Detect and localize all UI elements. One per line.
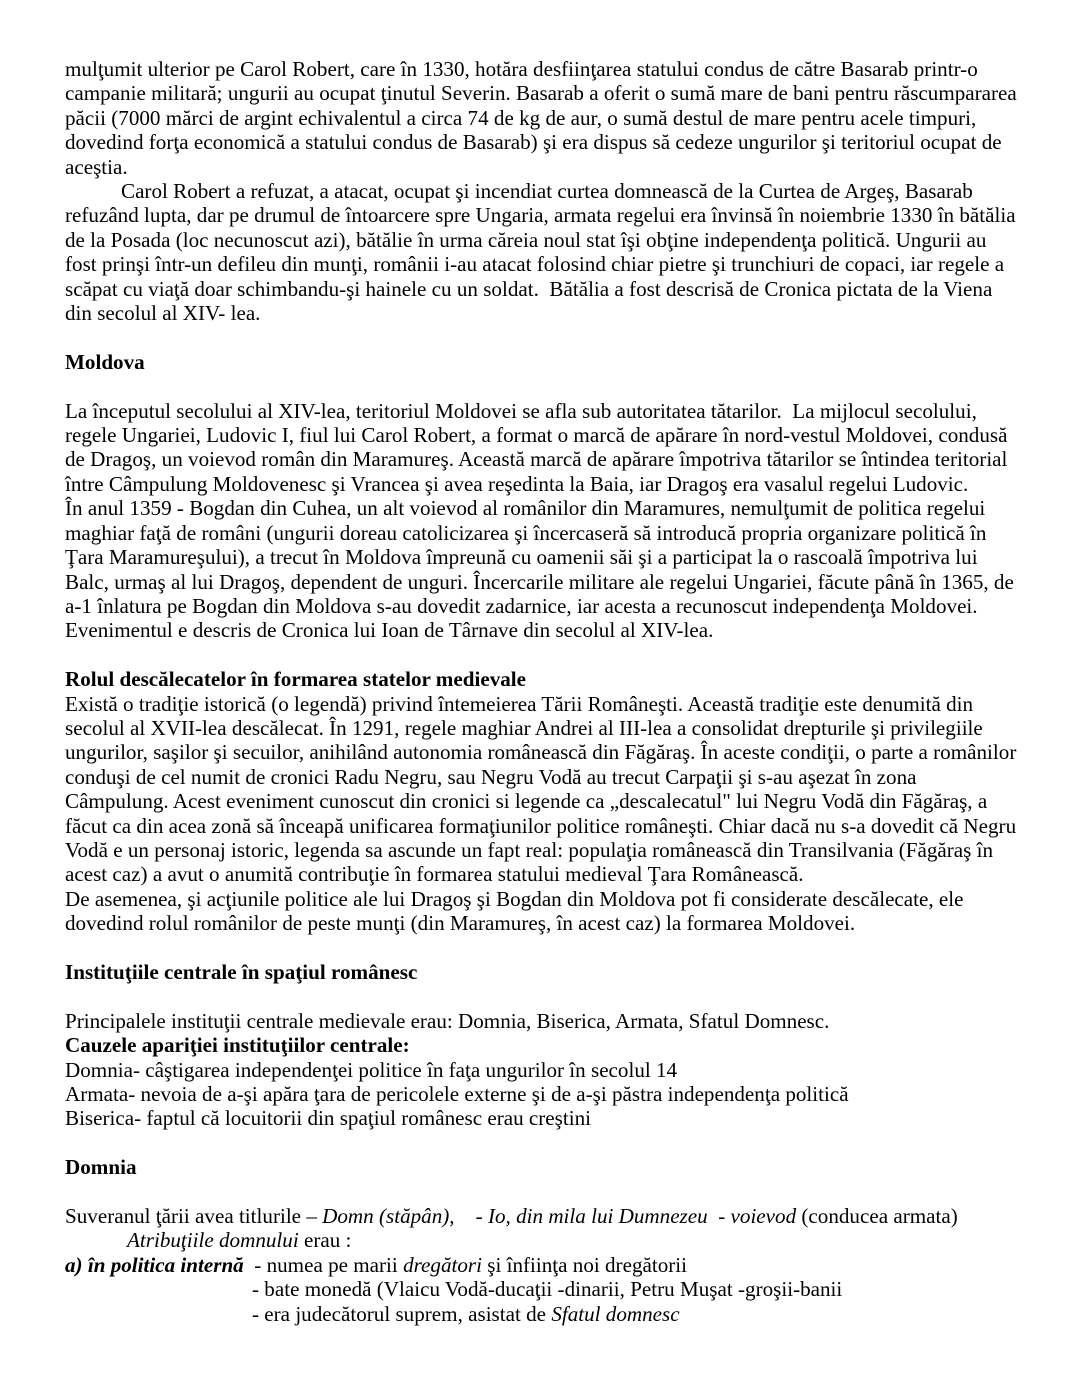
text-run: Carol Robert a refuzat, a atacat, ocupat şi incendiat curtea domnească de la Curtea de Argeş, Basarab refuzând lupta, dar pe drumul de întoarcere spre Ungaria, armata regelui era învinsă în noiembrie 1330 în bătălia de la Posada (loc necunoscut azi), bătălie în urma căreia noul stat îşi obţine independenţa politică. Ungurii au fost prinşi într-un defileu din munţi, românii i-au atacat folosind chiar pietre şi trunchiuri de copaci, iar regele a scăpat cu viaţă doar schimbandu-şi hainele cu un soldat. Bătălia a fost descrisă de Cronica pictata de la Viena din secolul al XIV- lea. [65,179,1021,326]
text-run: De asemenea, şi acţiunile politice ale lui Dragoş şi Bogdan din Moldova pot fi considerate descălecate, ele dovedind rolul românilor de peste munţi (din Maramureş, în acest caz) la formarea Moldovei. [65,886,969,936]
heading-institutiile-centrale [65,960,1020,984]
text-run: La începutul secolului al XIV-lea, teritoriul Moldovei se afla sub autoritatea tătarilor. La mijlocul secolului, regele Ungariei, Ludovic I, fiul lui Carol Robert, a format o marcă de apărare în nord-vestul Moldovei, condusă de Dragoş, un voievod român din Maramureş. Această marcă de apărare împotriva tătarilor se întindea teritorial între Câmpulung Moldovenesc şi Vrancea şi avea reşedinta la Baia, iar Dragoş era vasalul regelui Ludovic. [65,398,1013,496]
text-run: Sfatul domnesc [551,1301,680,1326]
list-item-domnia [65,1058,1020,1082]
text-run: Armata- nevoia de a-şi apăra ţara de pericolele externe şi de a-şi păstra independenţa politică [65,1081,849,1106]
text-run: Atribuţiile domnului [127,1228,299,1253]
list-item-biserica [65,1106,1020,1130]
text-run: erau : [298,1228,352,1253]
text-run: , - [449,1203,488,1228]
text-run: mulţumit ulterior pe Carol Robert, care în 1330, hotăra desfiinţarea statului condus de către Basarab printr-o campanie militară; ungurii au ocupat ţinutul Severin. Basarab a oferit o sumă mare de bani pentru răscumpararea păcii (7000 mărci de argint echivalentul a circa 74 de kg de aur, o sumă destul de mare pentru acele timpuri, dovedind forţa economică a statului condus de Basarab) şi era dispus să cedeze ungurilor şi teritoriul ocupat de aceştia. [65,57,1023,179]
text-run: Domnia [65,1155,137,1180]
paragraph-bogdan-1359 [65,496,1020,642]
text-run: Principalele instituţii centrale medievale erau: Domnia, Biserica, Armata, Sfatul Domnesc. [65,1008,830,1033]
text-run: Suveranul ţării avea titlurile – [65,1203,323,1228]
list-item-bate-moneda [65,1277,1020,1301]
heading-domnia [65,1155,1020,1179]
text-run: - bate monedă (Vlaicu Vodă-ducaţii -dinarii, Petru Muşat -groşii-banii [252,1277,843,1302]
blank-line [65,325,1020,349]
paragraph-de-asemenea [65,887,1020,936]
text-run: a) în politica internă [65,1252,244,1277]
blank-line [65,643,1020,667]
paragraph-principalele-institutii [65,1009,1020,1033]
blank-line [65,984,1020,1008]
text-run: (conducea armata) [796,1203,958,1228]
blank-line [65,1180,1020,1204]
subheading-cauzele-aparitiei [65,1033,1020,1057]
list-item-judecator-suprem [65,1302,1020,1326]
text-run: Există o tradiţie istorică (o legendă) privind întemeierea Tării Româneşti. Această tradiţie este denumită din secolul al XVII-lea descălecat. În 1291, regele maghiar Andrei al III-lea a consolidat drepturile şi privilegiile ungurilor, saşilor şi secuilor, anihilând autonomia românească din Făgăraş. În aceste condiţii, o parte a românilor conduşi de cel numit de cronici Radu Negru, sau Negru Vodă au trecut Carpaţii şi s-au aşezat în zona Câmpulung. Acest eveniment cunoscut din cronici si legende ca „descalecatul" lui Negru Vodă din Făgăraş, a făcut ca din acea zonă să înceapă unificarea formaţiunilor politice româneşti. Chiar dacă nu s-a dovedit că Negru Vodă e un personaj istoric, legenda sa ascunde un fapt real: populaţia românească din Transilvania (Făgăraş în acest caz) a avut o anumită contribuţie în formarea statului medieval Ţara Românească. [65,691,1022,887]
text-run: Moldova [65,349,145,374]
list-item-politica-interna [65,1253,1020,1277]
heading-moldova [65,350,1020,374]
text-run: Rolul descălecatelor în formarea statelor medievale [65,667,527,692]
text-run: voievod [730,1203,797,1228]
blank-line [65,936,1020,960]
text-run: - era judecătorul suprem, asistat de [252,1301,552,1326]
text-run: Biserica- faptul că locuitorii din spaţiul românesc erau creştini [65,1106,591,1131]
text-run: Domn (stăpân) [322,1203,450,1228]
text-run: - [707,1203,731,1228]
heading-rolul-descalecatelor [65,667,1020,691]
paragraph-moldova-dragos [65,399,1020,497]
text-run: Cauzele apariţiei instituţiilor centrale: [65,1033,410,1058]
text-run: Instituţiile centrale în spaţiul românesc [65,959,418,984]
text-run: Domnia- câştigarea independenţei politice în faţa ungurilor în secolul 14 [65,1057,678,1082]
text-run: În anul 1359 - Bogdan din Cuhea, un alt voievod al românilor din Maramures, nemulţumit de politica regelui maghiar faţă de români (ungurii doreau catolicizarea şi încercaseră să introducă propria organizare politică în Ţara Maramureşului), a trecut în Moldova împreună cu oamenii săi şi a participat la o rascoală împotriva lui Balc, urmaş al lui Dragoş, dependent de unguri. Încercarile militare ale regelui Ungariei, făcute până în 1365, de a-1 înlatura pe Bogdan din Moldova s-au dovedit zadarnice, iar acesta a recunoscut independenţa Moldovei. Evenimentul e descris de Cronica lui Ioan de Târnave din secolul al XIV-lea. [65,496,1020,643]
text-run: - numea pe marii [243,1252,404,1277]
text-run: Io, din mila lui Dumnezeu [487,1203,708,1228]
blank-line [65,1131,1020,1155]
paragraph-basarab-ransom [65,57,1023,179]
list-item-armata [65,1082,1020,1106]
paragraph-titluri-suveran [65,1204,1020,1228]
paragraph-atributiile-domnului [65,1228,1020,1252]
blank-line [65,374,1020,398]
paragraph-posada-battle [65,179,1020,325]
text-run: şi înfiinţa noi dregătorii [481,1252,688,1277]
text-run: dregători [403,1252,482,1277]
paragraph-negru-voda-legend [65,692,1020,887]
